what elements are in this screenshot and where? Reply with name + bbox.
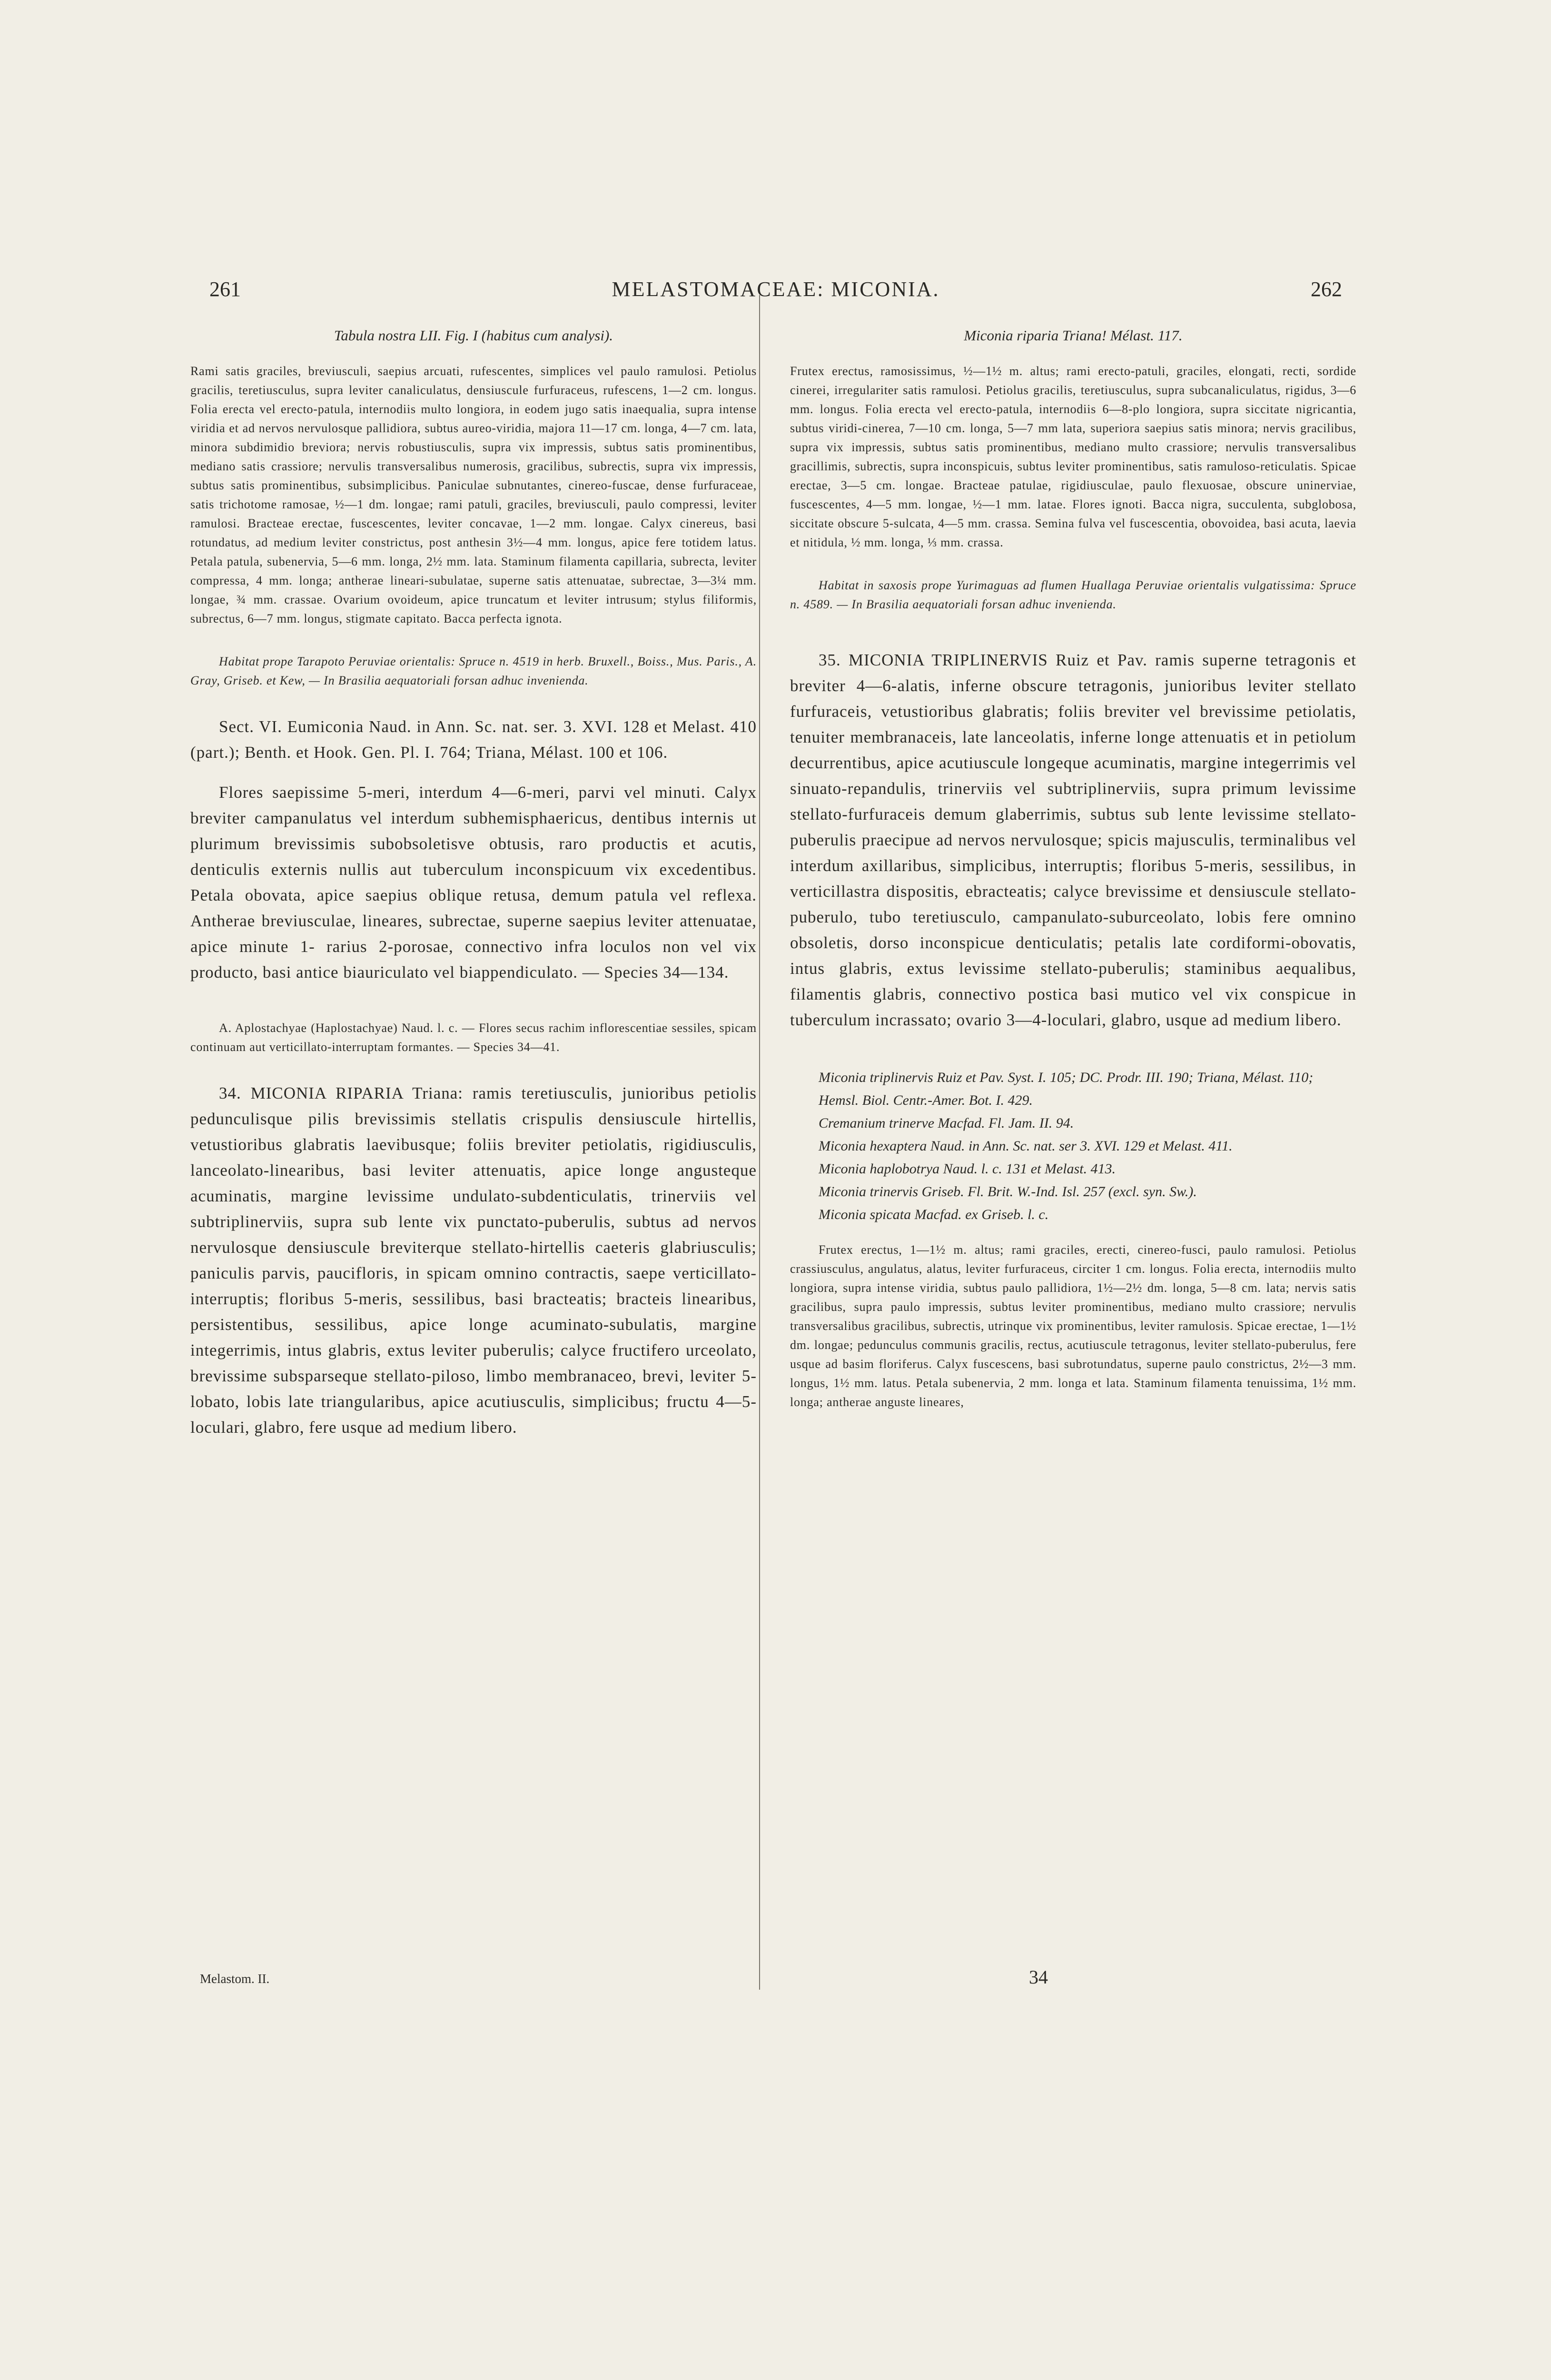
species-34-diagnosis: 34. MICONIA RIPARIA Triana: ramis teretiusculis, junioribus petiolis pedunculisque pilis brevissimis stellatis crispulis densiuscule hirtellis, vetustioribus glabratis laevibusque; foliis breviter petiolatis, rigidiusculis, lanceolato-linearibus, basi leviter attenuatis, apice longe angusteque acuminatis, margine levissime undulato-subdenticulatis, trinerviis vel subtriplinerviis, supra sub lente vix punctato-puberulis, subtus ad nervos nervulosque densiuscule breviterque stellato-hirtellis caeteris glabriusculis; paniculis parvis, paucifloris, in spicam omnino contractis, saepe verticillato-interruptis; floribus 5-meris, sessilibus, basi bracteatis; bracteis linearibus, persistentibus, sessilibus, apice longe acuminato-subulatis, margine integerrimis, intus glabris, extus leviter puberulis; calyce fructifero urceolato, brevissime subsparseque stellato-piloso, limbo membranaceo, brevi, leviter 5-lobato, lobis late triangularibus, apice acutiusculis, simplicibus; fructu 4—5-loculari, glabro, fere usque ad medium libero. [190, 1084, 757, 1437]
page-number-left: 261 [209, 278, 241, 301]
species-35-diagnosis: 35. MICONIA TRIPLINERVIS Ruiz et Pav. ramis superne tetragonis et breviter 4—6-alatis, inferne obscure tetragonis, junioribus leviter stellato furfuraceis, vetustioribus glabratis; foliis breviter vel brevissime petiolatis, tenuiter membranaceis, late lanceolatis, inferne longe attenuatis et in petiolum decurrentibus, apice acutiuscule longeque acuminatis, margine integerrimis vel sinuato-repandulis, trinerviis vel subtriplinerviis, supra primum levissime stellato-furfuraceis demum glaberrimis, subtus sub lente levissime stellato-puberulis praecipue ad nervos nervulosque; spicis majusculis, terminalibus vel interdum axillaribus, simplicibus, interruptis; floribus 5-meris, sessilibus, in verticillastra dispositis, ebracteatis; calyce brevissime et densiuscule stellato-puberulo, tubo teretiusculo, campanulato-suburceolato, lobis fere omnino obsoletis, dorso inconspicue denticulatis; petalis late cordiformi-obovatis, intus glabris, extus levissime stellato-puberulis; staminibus aequalibus, filamentis glabris, connectivo postica basi mutico vel vix conspicue in tuberculum incrassato; ovario 3—4-loculari, glabro, usque ad medium libero. [790, 651, 1356, 1029]
running-header [209, 277, 1342, 306]
synonym-entry: Miconia haplobotrya Naud. l. c. 131 et Melast. 413. [819, 1161, 1116, 1177]
synonym-entry: Miconia trinervis Griseb. Fl. Brit. W.-Ind. Isl. 257 (excl. syn. Sw.). [819, 1184, 1197, 1200]
synonym-list [790, 1066, 1356, 1226]
subsection-heading: A. Aplostachyae (Haplostachyae) Naud. l. c. — Flores secus rachim inflorescentiae sessiles, spicam continuam aut verticillato-interruptam formantes. — Species 34—41. [190, 1021, 757, 1054]
synonym-entry: Cremanium trinerve Macfad. Fl. Jam. II. 94. [819, 1115, 1074, 1131]
tabula-reference: Tabula nostra LII. Fig. I (habitus cum analysi). [334, 327, 613, 344]
running-title: MELASTOMACEAE: MICONIA. [612, 278, 940, 301]
species-description-right: Frutex erectus, ramosissimus, ½—1½ m. altus; rami erecto-patuli, graciles, elongati, recti, sordide cinerei, irregulariter satis ramulosi. Petiolus gracilis, teretiusculus, supra subcanaliculatus, rigidus, 3—6 mm. longus. Folia erecta vel erecto-patula, internodiis 6—8-plo longiora, supra siccitate nigricantia, subtus viridi-cinerea, 7—10 cm. longa, 5—7 mm lata, superiora saepius satis minora; nervis gracilibus, supra vix impressis, subtus satis prominentibus, mediano multo crassiore; nervulis transversalibus gracillimis, subrectis, supra inconspicuis, subtus leviter prominentibus, satis ramuloso-reticulatis. Spicae erectae, 3—5 cm. longae. Bracteae patulae, rigidiusculae, paulo flexuosae, obscure uninerviae, fuscescentes, 4—5 mm. longae, ½—1 mm. latae. Flores ignoti. Bacca nigra, succulenta, subglobosa, siccitate obscure 5-sulcata, 4—5 mm. crassa. Semina fulva vel fuscescentia, obovoidea, basi acuta, laevia et nitidula, ½ mm. longa, ⅓ mm. crassa. [790, 364, 1356, 549]
species-reference: Miconia riparia Triana! Mélast. 117. [964, 327, 1183, 344]
synonym-entry: Miconia triplinervis Ruiz et Pav. Syst. I. 105; DC. Prodr. III. 190; Triana, Mélast. 110; Hemsl. Biol. Centr.-Amer. Bot. I. 429. [819, 1070, 1314, 1108]
column-divider [759, 295, 760, 1990]
right-column [790, 324, 1356, 1412]
habitat-note-right: Habitat in saxosis prope Yurimaguas ad flumen Huallaga Peruviae orientalis vulgatissima: Spruce n. 4589. — In Brasilia aequatoriali forsan adhuc invenienda. [790, 578, 1356, 611]
species-description: Rami satis graciles, breviusculi, saepius arcuati, rufescentes, simplices vel paulo ramulosi. Petiolus gracilis, teretiusculus, supra leviter canaliculatus, densiuscule furfuraceus, rufescens, 1—2 cm. longus. Folia erecta vel erecto-patula, internodiis multo longiora, in eodem jugo satis inaequalia, supra intense viridia et ad nervos nervulosque pallidiora, subtus aureo-viridia, majora 11—17 cm. longa, 4—7 cm. lata, minora subdimidio breviora; nervis robustiusculis, supra vix impressis, subtus satis prominentibus, mediano satis crassiore; nervulis transversalibus numerosis, gracilibus, subrectis, supra vix impressis, subtus satis prominentibus, subsimplicibus. Paniculae subnutantes, cinereo-fuscae, dense furfuraceae, satis trichotome ramosae, ½—1 dm. longae; rami patuli, graciles, breviusculi, paulo compressi, leviter ramulosi. Bracteae erectae, fuscescentes, leviter concavae, 1—2 mm. longae. Calyx cinereus, basi rotundatus, ad medium leviter constrictus, post anthesin 3½—4 mm. longus, apice fere totidem latus. Petala patula, subenervia, 5—6 mm. longa, 2½ mm. lata. Staminum filamenta capillaria, subrecta, leviter compressa, 4 mm. longa; antherae lineari-subulatae, superne satis attenuatae, subrectae, 3—3¼ mm. longae, ¾ mm. crassae. Ovarium ovoideum, apice truncatum et leviter intrusum; stylus filiformis, subrectus, 6—7 mm. longus, stigmate capitato. Bacca perfecta ignota. [190, 364, 757, 625]
page-number-right: 262 [1311, 278, 1342, 301]
signature-mark: Melastom. II. [200, 1972, 270, 1986]
synonym-entry: Miconia spicata Macfad. ex Griseb. l. c. [819, 1207, 1049, 1222]
synonym-entry: Miconia hexaptera Naud. in Ann. Sc. nat. ser 3. XVI. 129 et Melast. 411. [819, 1138, 1233, 1154]
left-column [190, 324, 757, 1440]
sheet-number: 34 [1029, 1966, 1048, 1988]
species-35-description: Frutex erectus, 1—1½ m. altus; rami graciles, erecti, cinereo-fusci, paulo ramulosi. Petiolus crassiusculus, angulatus, alatus, leviter furfuraceus, circiter 1 cm. longus. Folia erecta, internodiis multo longiora, supra intense viridia, subtus paulo pallidiora, 1½—2½ dm. longa, 5—8 cm. lata; nervis satis gracilibus, supra paulo impressis, subtus leviter prominentibus, mediano multo crassiore; nervulis transversalibus gracilibus, subrectis, utrinque vix prominentibus, leviter ramulosis. Spicae erectae, 1—1½ dm. longae; pedunculus communis gracilis, rectus, acutiuscule tetragonus, leviter stellato-puberulus, fere usque ad basim floriferus. Calyx fuscescens, basi subrotundatus, superne paulo constrictus, 2½—3 mm. longus, 1½ mm. latus. Petala subenervia, 2 mm. longa et lata. Staminum filamenta tenuissima, 1½ mm. longa; antherae anguste lineares, [790, 1243, 1356, 1409]
section-heading: Sect. VI. Eumiconia Naud. in Ann. Sc. nat. ser. 3. XVI. 128 et Melast. 410 (part.); Benth. et Hook. Gen. Pl. I. 764; Triana, Mélast. 100 et 106. [190, 717, 757, 762]
habitat-note: Habitat prope Tarapoto Peruviae orientalis: Spruce n. 4519 in herb. Bruxell., Boiss., Mus. Paris., A. Gray, Griseb. et Kew, — In Brasilia aequatoriali forsan adhuc invenienda. [190, 654, 757, 687]
section-description: Flores saepissime 5-meri, interdum 4—6-meri, parvi vel minuti. Calyx breviter campanulatus vel interdum subhemisphaericus, dentibus internis ut plurimum brevissimis subobsoletisve obtusis, raro productis et acutis, denticulis externis nullis aut tuberculum inconspicuum vix excedentibus. Petala obovata, apice saepius oblique retusa, demum patula vel reflexa. Antherae breviusculae, lineares, subrectae, superne saepius leviter attenuatae, apice minute 1- rarius 2-porosae, connectivo infra loculos non vel vix producto, basi antice biauriculato vel biappendiculato. — Species 34—134. [190, 783, 757, 982]
